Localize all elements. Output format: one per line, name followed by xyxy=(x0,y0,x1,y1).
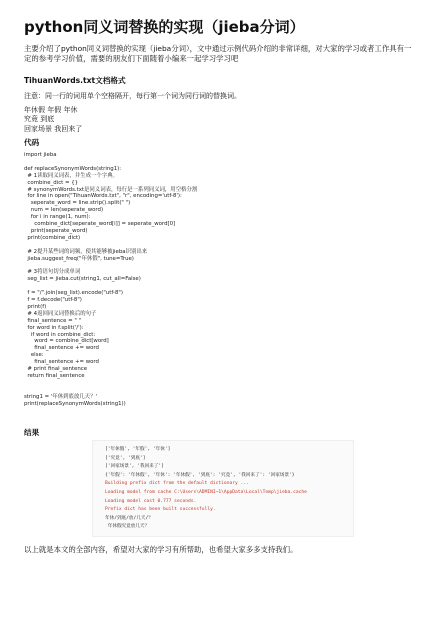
code-line: # print final_sentence xyxy=(24,366,88,373)
result-line: Loading model from cache C:\Users\ADMINI~1\AppData\Local\Temp\jieba.cache xyxy=(105,490,307,495)
code-heading: 代码 xyxy=(24,138,40,147)
code-line xyxy=(24,242,197,249)
code-line: print(combine_dict) xyxy=(24,234,81,241)
code-line: for line in open("TihuanWords.txt", "r", encoding='utf-8'): xyxy=(24,193,182,200)
code-line: final_sentence = " " xyxy=(24,317,82,324)
synonym-line: 回家场景 我回来了 xyxy=(24,124,83,133)
code-line xyxy=(24,159,197,166)
code-line: # 1读取同义词表，并生成一个字典。 xyxy=(24,172,118,179)
result-line: 年休假究竟放几天？ xyxy=(105,524,150,530)
code-line: for word in f.split('/'): xyxy=(24,324,84,331)
code-line: combine_dict = {} xyxy=(24,179,79,186)
code-line xyxy=(24,387,197,394)
code-line xyxy=(24,283,197,290)
result-line: Prefix dict has been built successfully. xyxy=(105,507,216,513)
result-line: ['年休假', '年假', '年休'] xyxy=(105,447,171,452)
result-line: Loading model cost 0.777 seconds. xyxy=(105,498,197,504)
code-line: final_sentence += word xyxy=(24,359,99,366)
synonym-line: 年休假 年假 年休 xyxy=(24,106,78,114)
code-line: seperate_word = line.strip().split(" ") xyxy=(24,200,131,207)
page-title: python同义词替换的实现（jieba分词） xyxy=(24,18,305,36)
code-line: # 2提升某些词的词频，使其能够被jieba识别出来 xyxy=(24,248,148,255)
synonym-line: 究竟 到底 xyxy=(24,115,55,124)
code-line: def replaceSynonymWords(string1): xyxy=(24,165,122,172)
code-line: print(f) xyxy=(24,303,47,310)
code-line: print(replaceSynonymWords(string1)) xyxy=(24,400,126,407)
code-line: f = "/".join(seg_list).encode("utf-8") xyxy=(24,290,123,297)
result-line: {'年假': '年休假', '年休': '年休假', '到底': '究竟', '我回来了': '回家场景'} xyxy=(105,472,295,478)
code-line xyxy=(24,380,197,387)
code-line: num = len(seperate_word) xyxy=(24,207,104,214)
code-line: import jieba xyxy=(24,152,57,158)
result-output-image xyxy=(92,440,354,537)
result-line: ['回家场景', '我回来了'] xyxy=(105,464,164,470)
code-block xyxy=(24,152,197,407)
code-line: if word in combine_dict: xyxy=(24,331,96,338)
code-line: # 4返回同义词替换后的句子 xyxy=(24,310,97,317)
code-line: final_sentence += word xyxy=(24,345,99,352)
code-line: f = f.decode("utf-8") xyxy=(24,296,82,303)
code-line: print(seperate_word) xyxy=(24,227,88,234)
file-format-heading: TihuanWords.txt文档格式 xyxy=(24,76,126,85)
code-line: # 3将语句切分成单词 xyxy=(24,269,81,276)
result-line: ['究竟', '到底'] xyxy=(105,455,146,461)
intro-paragraph: 主要介绍了python同义词替换的实现（jieba分词），文中通过示例代码介绍的非常详细，对大家的学习或者工作具有一定的参考学习价值，需要的朋友们下面随着小编来一起学习学习吧 xyxy=(24,44,412,64)
code-line: # synonymWords.txt是同义词表，每行是一系列同义词，用空格分割 xyxy=(24,186,198,193)
footer-text: 以上就是本文的全部内容，希望对大家的学习有所帮助，也希望大家多多支持我们。 xyxy=(24,545,298,554)
code-line: return final_sentence xyxy=(24,372,85,379)
note-text: 注意：同一行的词用单个空格隔开，每行第一个词为同行词的替换词。 xyxy=(24,92,241,100)
code-line: jieba.suggest_freq("年休假", tune=True) xyxy=(24,255,134,262)
result-line: 年休/到底/放/几天/？ xyxy=(105,515,153,521)
code-line: seg_list = jieba.cut(string1, cut_all=False) xyxy=(24,276,141,283)
result-line: Building prefix dict from the default dictionary ... xyxy=(105,481,249,487)
code-line: else: xyxy=(24,352,44,359)
synonym-list xyxy=(24,106,82,134)
result-heading: 结果 xyxy=(24,428,40,437)
code-line: for i in range(1, num): xyxy=(24,214,91,221)
code-line: word = combine_dict[word] xyxy=(24,338,109,345)
code-line: string1 = '年休到底放几天？' xyxy=(24,393,97,400)
code-line: combine_dict[seperate_word[i]] = seperate_word[0] xyxy=(24,221,176,228)
